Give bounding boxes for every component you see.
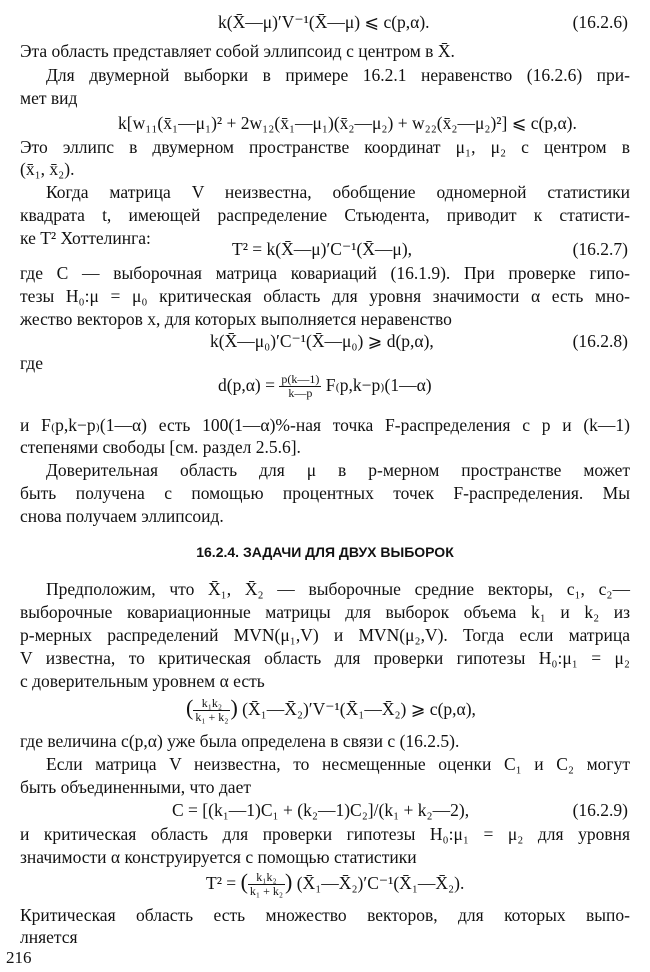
equation-number: (16.2.8)	[572, 331, 628, 351]
fraction	[193, 697, 230, 724]
equation-16-2-7: T² = k(X̄—μ)′C⁻¹(X̄—μ),	[232, 239, 413, 259]
text-line: Для двумерной выборки в примере 16.2.1 неравенство (16.2.6) при-	[46, 65, 630, 85]
equation-16-2-9: C = [(k₁—1)C₁ + (k₂—1)C₂]/(k₁ + k₂—2),	[172, 800, 470, 820]
fraction-numerator: p(k—1)	[281, 372, 320, 387]
text-line: Когда матрица V неизвестна, обобщение одномерной статистики	[46, 182, 630, 202]
paren-open: (	[240, 869, 248, 894]
text-line: Доверительная область для μ в p-мерном пространстве может	[46, 460, 630, 480]
equation-number: (16.2.7)	[572, 239, 628, 259]
text-line: тезы H₀:μ = μ₀ критическая область для уровня значимости α есть мно-	[20, 286, 630, 306]
equation-part: (X̄₁—X̄₂)′V⁻¹(X̄₁—X̄₂) ⩾ c(p,α),	[242, 699, 476, 719]
fraction-denominator: k₁ + k₂	[195, 710, 229, 725]
text-line: выборочные ковариационные матрицы для выборок объема k₁ и k₂ из	[20, 602, 630, 622]
text-line: Если матрица V неизвестна, то несмещенные оценки C₁ и C₂ могут	[46, 754, 630, 774]
equation-two-sample-t2	[206, 864, 464, 900]
equation-two-sample-known	[186, 690, 476, 726]
text-line: снова получаем эллипсоид.	[20, 506, 224, 526]
equation-number: (16.2.6)	[572, 12, 628, 32]
text-line: лняется	[20, 927, 78, 947]
equation-16-2-6: k(X̄—μ)′V⁻¹(X̄—μ) ⩽ c(p,α).	[218, 12, 430, 32]
text-line: где величина c(p,α) уже была определена в связи с (16.2.5).	[20, 731, 460, 751]
fraction	[248, 871, 285, 898]
equation-part: F₍p,k−p₎(1—α)	[325, 375, 432, 395]
fraction	[279, 373, 321, 400]
equation-2d-sample: k[w₁₁(x̄₁—μ₁)² + 2w₁₂(x̄₁—μ₁)(x̄₂—μ₂) + w₂₂(x̄₂—μ₂)²] ⩽ c(p,α).	[118, 113, 577, 133]
text-line: мет вид	[20, 88, 78, 108]
text-line: Эта область представляет собой эллипсоид с центром в X̄.	[20, 41, 455, 61]
paren-close: )	[230, 695, 238, 720]
text-line: Критическая область есть множество векторов, для которых выпо-	[20, 905, 630, 925]
section-heading: 16.2.4. ЗАДАЧИ ДЛЯ ДВУХ ВЫБОРОК	[196, 544, 454, 560]
equation-d-definition	[218, 368, 432, 402]
text-line: квадрата t, имеющей распределение Стьюдента, приводит к статисти-	[20, 205, 630, 225]
text-line: значимости α конструируется с помощью статистики	[20, 847, 417, 867]
text-line: V известна, то критическая область для проверки гипотезы H₀:μ₁ = μ₂	[20, 648, 630, 668]
text-line: быть получена с помощью процентных точек F-распределения. Мы	[20, 483, 630, 503]
paren-close: )	[285, 869, 293, 894]
text-line: где C — выборочная матрица ковариаций (16.1.9). При проверке гипо-	[20, 263, 630, 283]
text-line: быть объединенными, что дает	[20, 777, 251, 797]
text-line: жество векторов x, для которых выполняется неравенство	[20, 309, 452, 329]
page-number: 216	[6, 948, 32, 967]
text-line: Это эллипс в двумерном пространстве координат μ₁, μ₂ с центром в	[20, 137, 630, 157]
text-line: (x̄₁, x̄₂).	[20, 159, 75, 179]
paren-open: (	[186, 695, 194, 720]
text-line: p-мерных распределений MVN(μ₁,V) и MVN(μ₂,V). Тогда если матрица	[20, 625, 630, 645]
text-line: с доверительным уровнем α есть	[20, 671, 265, 691]
equation-number: (16.2.9)	[572, 800, 628, 820]
fraction-numerator: k₁k₂	[248, 871, 285, 885]
text-line: ке T² Хоттелинга:	[20, 228, 151, 248]
text-line: и F₍p,k−p₎(1—α) есть 100(1—α)%-ная точка F-распределения с p и (k—1)	[20, 415, 630, 435]
text-line: и критическая область для проверки гипотезы H₀:μ₁ = μ₂ для уровня	[20, 824, 630, 844]
fraction-denominator: k₁ + k₂	[249, 884, 284, 899]
equation-part: d(p,α) =	[218, 375, 275, 395]
equation-16-2-8: k(X̄—μ₀)′C⁻¹(X̄—μ₀) ⩾ d(p,α),	[210, 331, 434, 351]
text-line: Предположим, что X̄₁, X̄₂ — выборочные средние векторы, c₁, c₂—	[46, 579, 630, 599]
text-line: степенями свободы [см. раздел 2.5.6].	[20, 437, 301, 457]
equation-part: (X̄₁—X̄₂)′C⁻¹(X̄₁—X̄₂).	[296, 873, 465, 893]
text-line: где	[20, 353, 43, 373]
fraction-denominator: k—p	[288, 386, 313, 401]
equation-part: T² =	[206, 873, 237, 893]
fraction-numerator: k₁k₂	[193, 697, 230, 711]
